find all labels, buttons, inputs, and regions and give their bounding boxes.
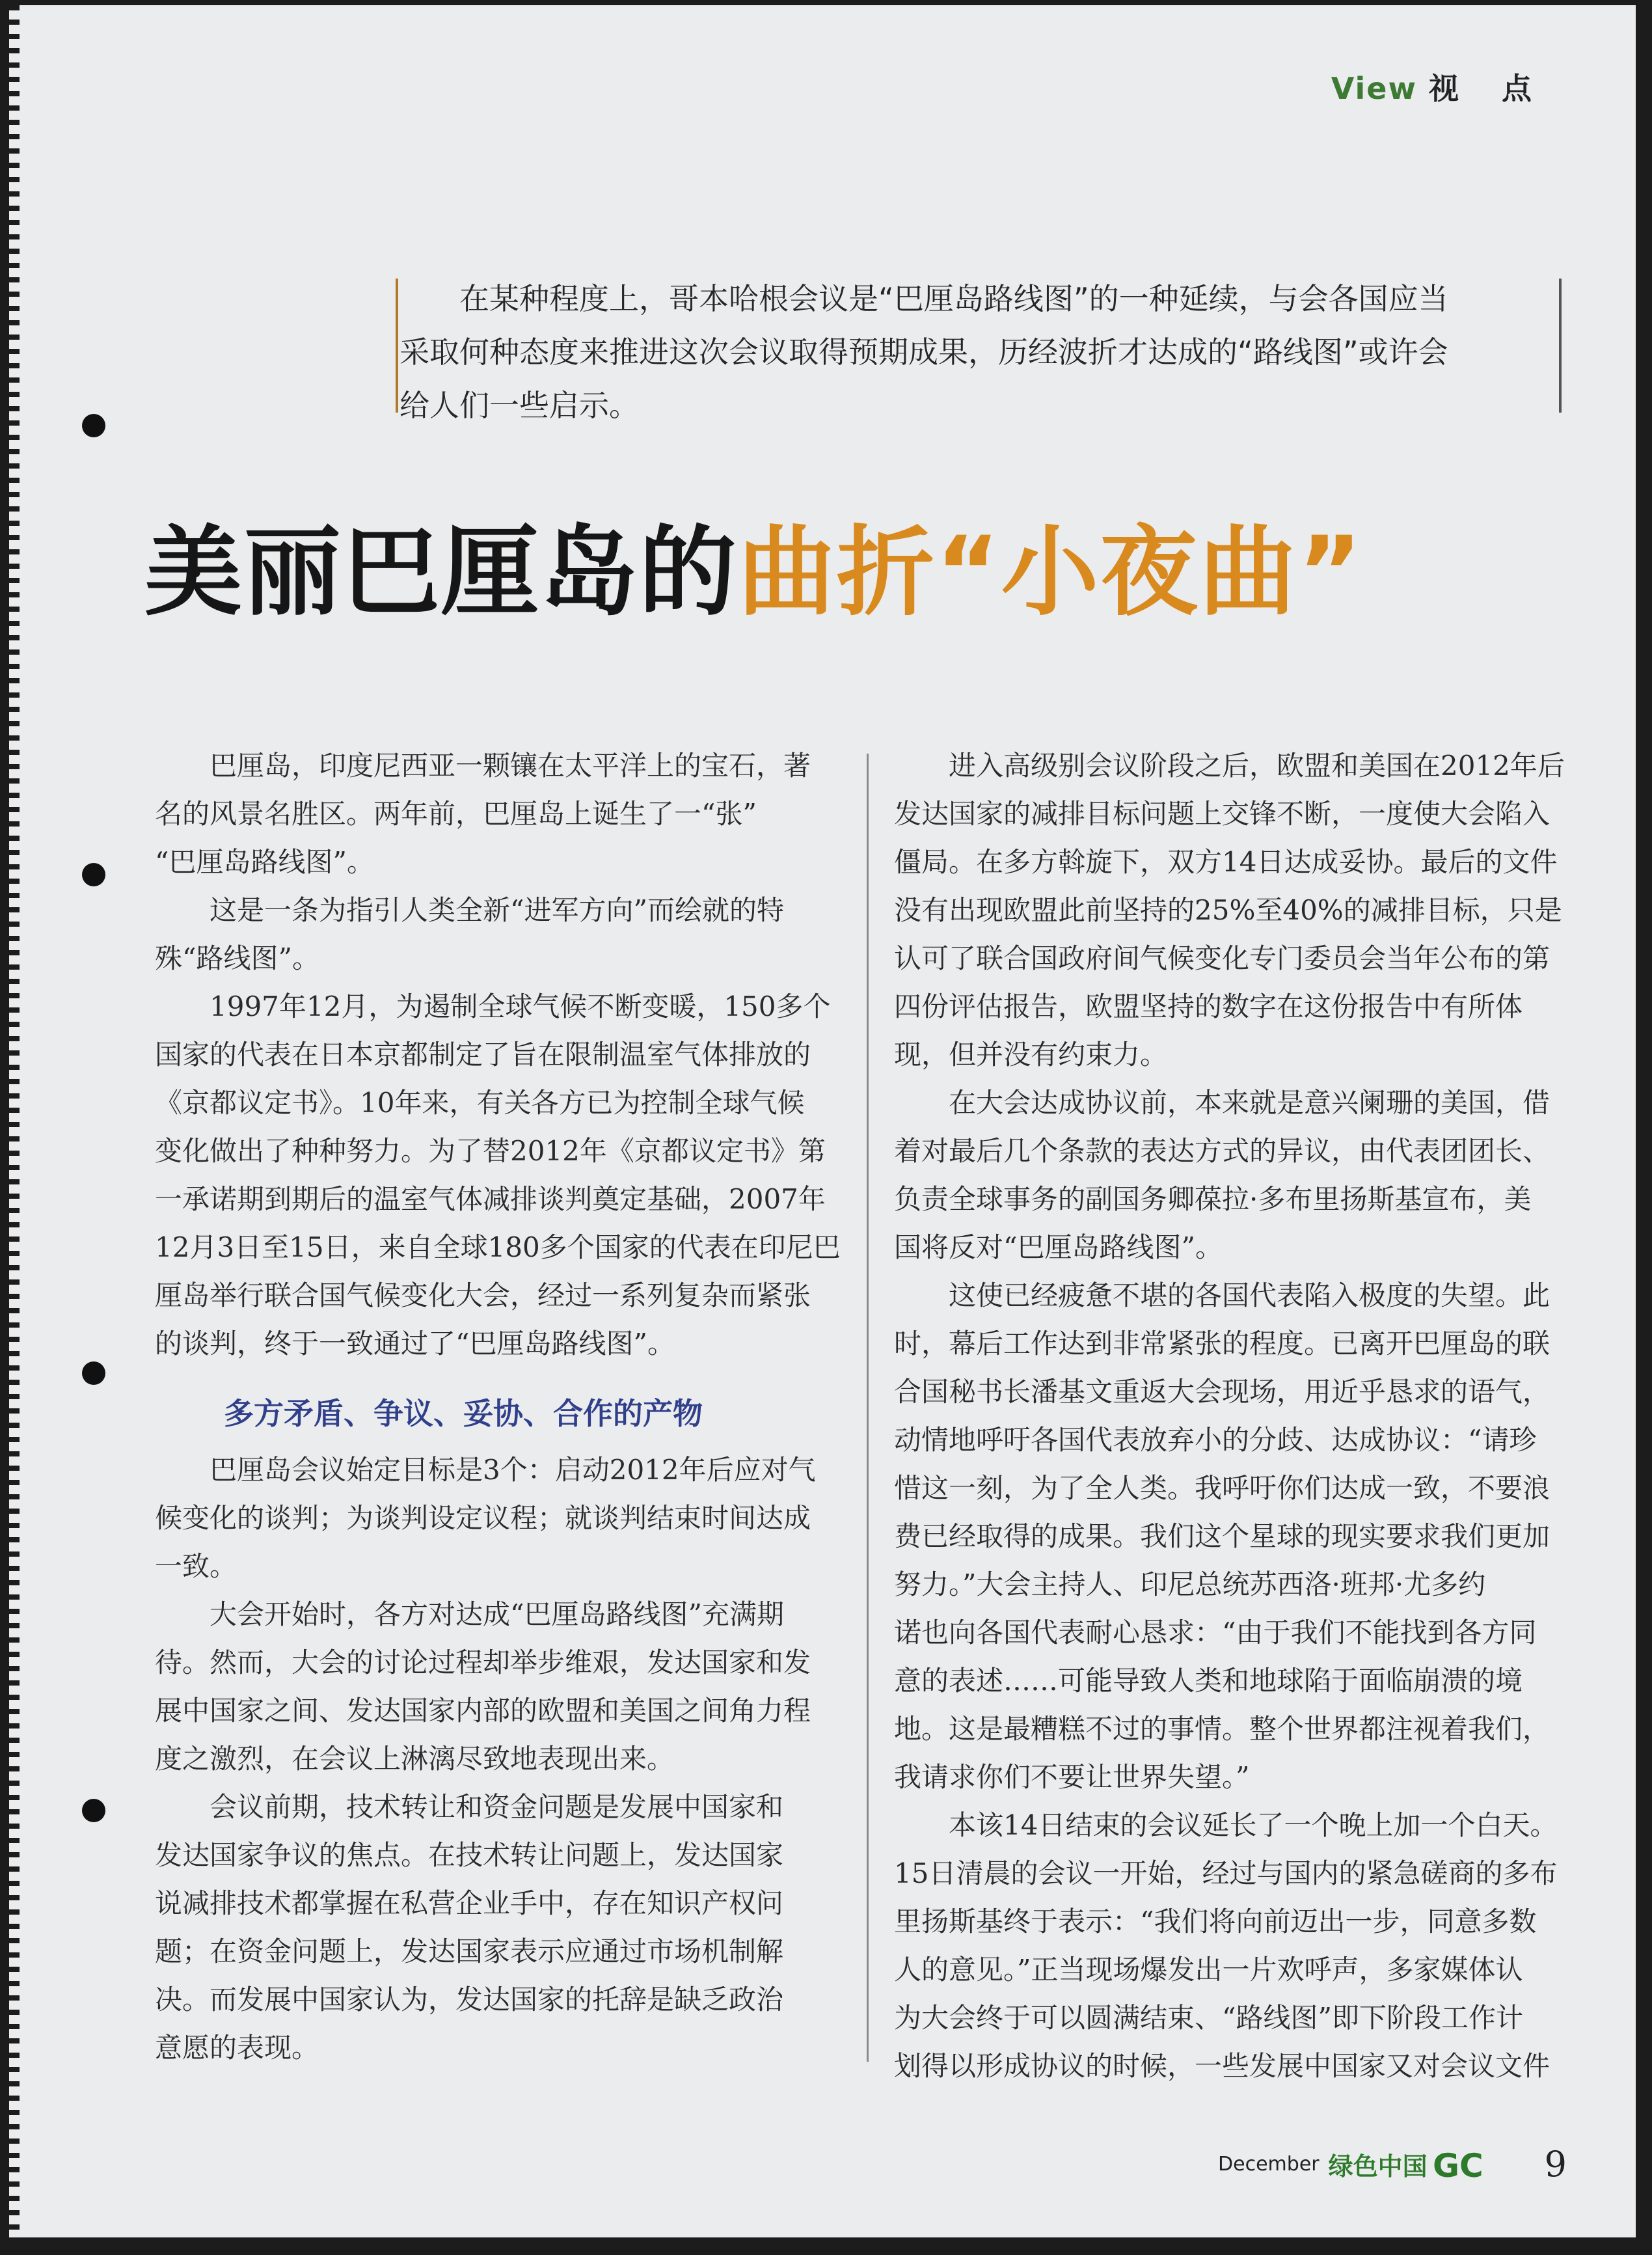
text-line: 人的意见。”正当现场爆发出一片欢呼声，多家媒体认	[894, 1954, 1523, 1986]
magazine-page	[9, 5, 1636, 2237]
right-column	[894, 742, 1564, 2090]
text-line: 国将反对“巴厘岛路线图”。	[894, 1231, 1223, 1263]
text-line: 殊“路线图”。	[155, 942, 319, 974]
text-line: 认可了联合国政府间气候变化专门委员会当年公布的第	[894, 942, 1550, 974]
footer-month: December	[1218, 2153, 1320, 2176]
text-line: 《京都议定书》。10年来，有关各方已为控制全球气候	[155, 1087, 805, 1119]
intro-left-rule	[396, 279, 398, 413]
perforated-edge	[9, 5, 20, 2237]
text-line: 意的表述……可能导致人类和地球陷于面临崩溃的境	[894, 1665, 1523, 1697]
text-line: 合国秘书长潘基文重返大会现场，用近乎恳求的语气，	[894, 1376, 1550, 1408]
column-divider	[867, 754, 869, 2062]
section-label-zh-1: 视	[1429, 71, 1460, 106]
text-line: 负责全球事务的副国务卿葆拉·多布里扬斯基宣布，美	[894, 1183, 1532, 1215]
punch-hole	[82, 1361, 105, 1385]
text-line: 我请求你们不要让世界失望。”	[894, 1761, 1250, 1793]
text-line: 题；在资金问题上，发达国家表示应通过市场机制解	[155, 1935, 784, 1967]
text-line: 大会开始时，各方对达成“巴厘岛路线图”充满期	[210, 1598, 784, 1630]
text-line: 说减排技术都掌握在私营企业手中，存在知识产权问	[155, 1887, 784, 1919]
text-line: 1997年12月，为遏制全球气候不断变暖，150多个	[210, 991, 831, 1022]
text-line: 里扬斯基终于表示：“我们将向前迈出一步，同意多数	[894, 1906, 1537, 1937]
text-line: 厘岛举行联合国气候变化大会，经过一系列复杂而紧张	[155, 1279, 811, 1311]
text-line: 发达国家的减排目标问题上交锋不断，一度使大会陷入	[894, 798, 1550, 830]
section-subheading: 多方矛盾、争议、妥协、合作的产物	[224, 1396, 703, 1431]
headline-part-2: 曲折“小夜曲”	[738, 516, 1364, 629]
text-line: 名的风景名胜区。两年前，巴厘岛上诞生了一“张”	[155, 798, 757, 830]
punch-hole	[82, 414, 105, 437]
text-line: 时，幕后工作达到非常紧张的程度。已离开巴厘岛的联	[894, 1328, 1550, 1360]
text-line: 12月3日至15日，来自全球180多个国家的代表在印尼巴	[155, 1231, 841, 1263]
text-line: 展中国家之间、发达国家内部的欧盟和美国之间角力程	[155, 1695, 811, 1727]
section-label-en: View	[1331, 71, 1417, 106]
text-line: 度之激烈，在会议上淋漓尽致地表现出来。	[155, 1743, 675, 1775]
text-line: 没有出现欧盟此前坚持的25%至40%的减排目标，只是	[894, 894, 1562, 926]
text-line: 国家的代表在日本京都制定了旨在限制温室气体排放的	[155, 1039, 811, 1071]
text-line: 僵局。在多方斡旋下，双方14日达成妥协。最后的文件	[894, 846, 1558, 878]
page-number: 9	[1544, 2144, 1567, 2185]
text-line: 的谈判，终于一致通过了“巴厘岛路线图”。	[155, 1328, 675, 1360]
text-line: 候变化的谈判；为谈判设定议程；就谈判结束时间达成	[155, 1502, 811, 1534]
text-line: 在大会达成协议前，本来就是意兴阑珊的美国，借	[949, 1087, 1550, 1119]
text-line: “巴厘岛路线图”。	[155, 846, 374, 878]
text-line: 为大会终于可以圆满结束、“路线图”即下阶段工作计	[894, 2002, 1523, 2034]
left-column-top	[155, 742, 841, 1368]
intro-line: 给人们一些启示。	[399, 388, 639, 423]
text-line: 本该14日结束的会议延长了一个晚上加一个白天。	[949, 1809, 1558, 1841]
text-line: 意愿的表现。	[155, 2032, 319, 2064]
text-line: 这是一条为指引人类全新“进军方向”而绘就的特	[210, 894, 784, 926]
text-line: 一致。	[155, 1550, 237, 1582]
text-line: 巴厘岛，印度尼西亚一颗镶在太平洋上的宝石，著	[210, 750, 811, 782]
text-line: 动情地呼吁各国代表放弃小的分歧、达成协议：“请珍	[894, 1424, 1537, 1456]
punch-hole	[82, 863, 105, 886]
text-line: 发达国家争议的焦点。在技术转让问题上，发达国家	[155, 1839, 784, 1871]
gc-logo-icon	[1433, 2148, 1502, 2181]
text-line: 费已经取得的成果。我们这个星球的现实要求我们更加	[894, 1520, 1550, 1552]
text-line: 诺也向各国代表耐心恳求：“由于我们不能找到各方同	[894, 1617, 1537, 1648]
text-line: 巴厘岛会议始定目标是3个：启动2012年后应对气	[210, 1454, 816, 1486]
text-line: 四份评估报告，欧盟坚持的数字在这份报告中有所体	[894, 991, 1523, 1022]
page-footer	[1218, 2144, 1567, 2185]
text-line: 待。然而，大会的讨论过程却举步维艰，发达国家和发	[155, 1647, 811, 1678]
text-line: 着对最后几个条款的表达方式的异议，由代表团团长、	[894, 1135, 1550, 1167]
intro-line: 采取何种态度来推进这次会议取得预期成果，历经波折才达成的“路线图”或许会	[399, 335, 1448, 370]
headline-part-1: 美丽巴厘岛的	[144, 516, 738, 629]
text-line: 会议前期，技术转让和资金问题是发展中国家和	[210, 1791, 784, 1823]
text-line: 努力。”大会主持人、印尼总统苏西洛·班邦·尤多约	[894, 1568, 1486, 1600]
section-label-zh-2: 点	[1502, 71, 1533, 106]
text-line: 这使已经疲惫不堪的各国代表陷入极度的失望。此	[949, 1279, 1550, 1311]
left-column-bottom	[155, 1446, 832, 2072]
text-line: 划得以形成协议的时候，一些发展中国家又对会议文件	[894, 2050, 1550, 2082]
text-line: 决。而发展中国家认为，发达国家的托辞是缺乏政治	[155, 1984, 784, 2016]
svg-text:GC: GC	[1432, 2148, 1483, 2181]
punch-hole	[82, 1799, 105, 1822]
intro-line: 在某种程度上，哥本哈根会议是“巴厘岛路线图”的一种延续，与会各国应当	[459, 281, 1448, 316]
text-line: 一承诺期到期后的温室气体减排谈判奠定基础，2007年	[155, 1183, 826, 1215]
text-line: 15日清晨的会议一开始，经过与国内的紧急磋商的多布	[894, 1857, 1558, 1889]
text-line: 地。这是最糟糕不过的事情。整个世界都注视着我们，	[894, 1713, 1550, 1745]
intro-paragraph	[399, 272, 1564, 432]
text-line: 进入高级别会议阶段之后，欧盟和美国在2012年后	[949, 750, 1565, 782]
text-line: 现，但并没有约束力。	[894, 1039, 1168, 1071]
article-headline	[144, 516, 1364, 629]
text-line: 惜这一刻，为了全人类。我呼吁你们达成一致，不要浪	[894, 1472, 1550, 1504]
footer-magazine-name: 绿色中国	[1328, 2152, 1428, 2181]
section-label	[1331, 65, 1533, 108]
text-line: 变化做出了种种努力。为了替2012年《京都议定书》第	[155, 1135, 826, 1167]
